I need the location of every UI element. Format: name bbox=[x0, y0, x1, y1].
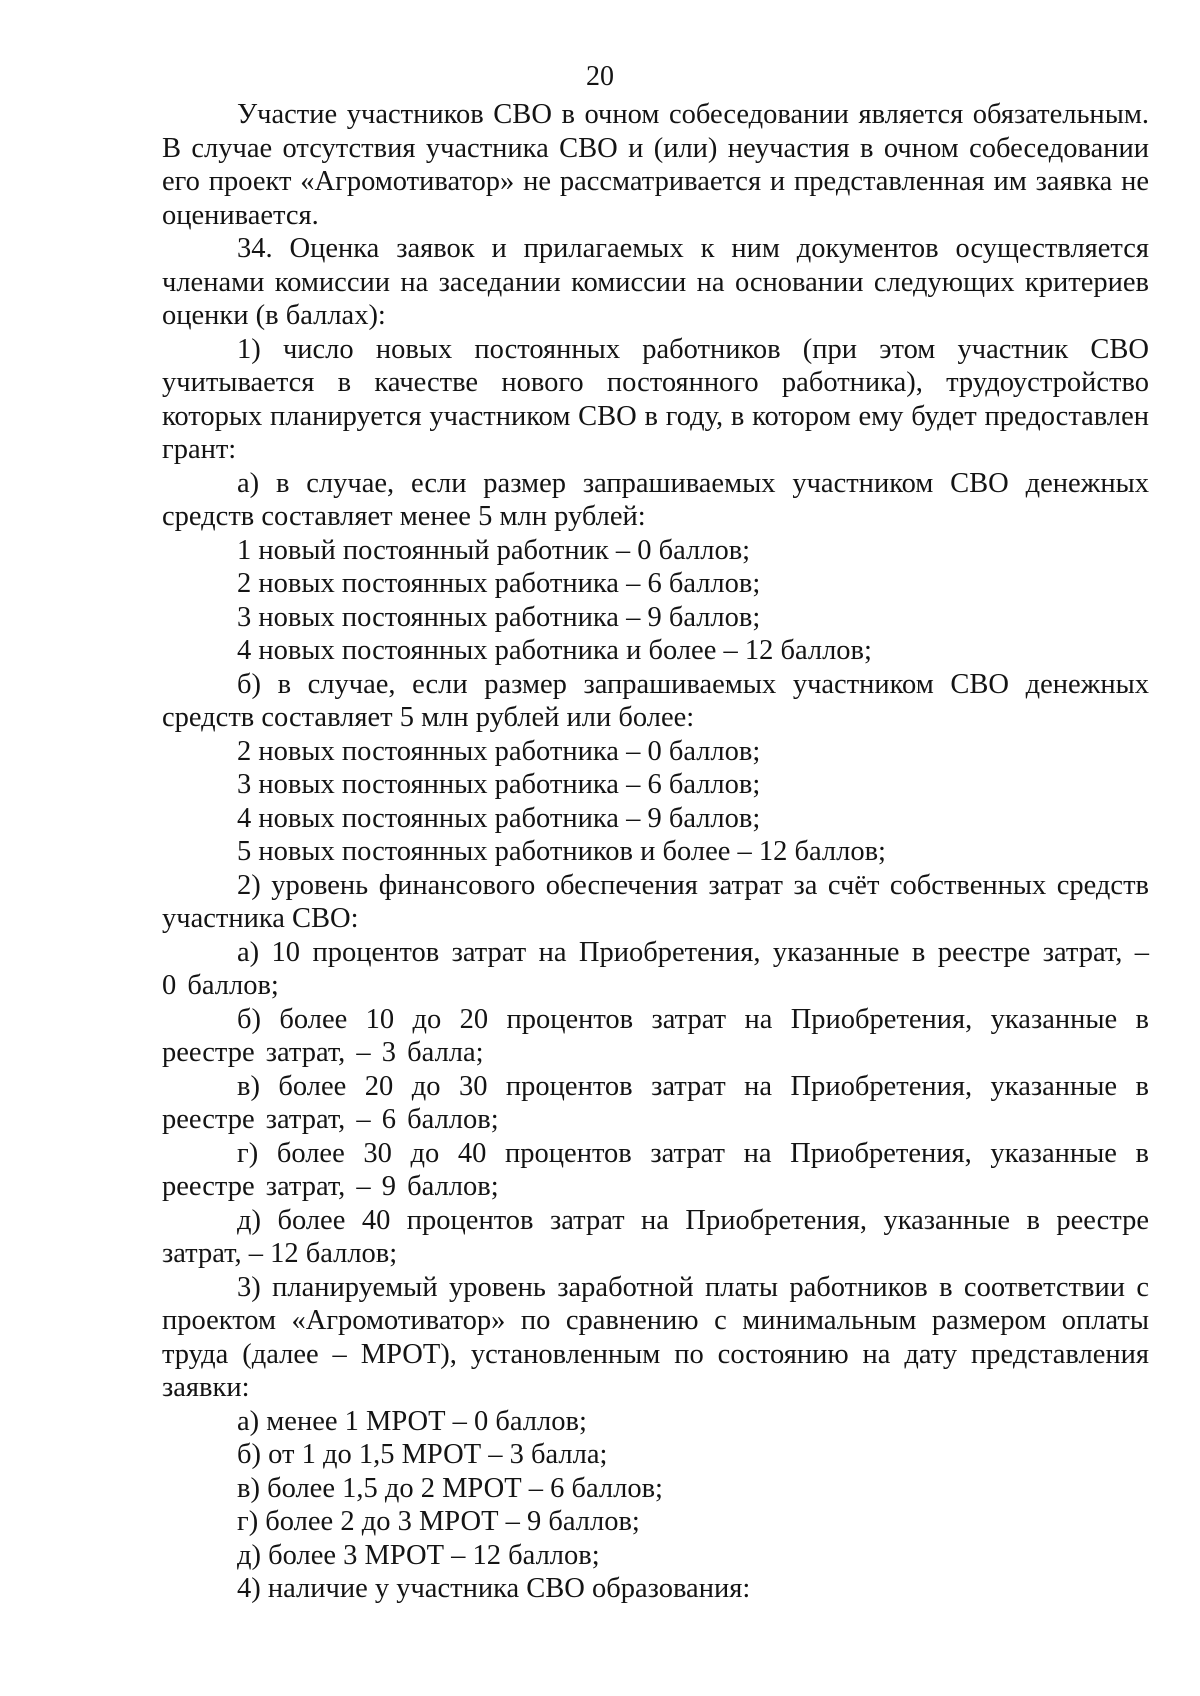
criterion-3-item: в) более 1,5 до 2 МРОТ – 6 баллов; bbox=[237, 1472, 663, 1504]
criterion-1a-item: 1 новый постоянный работник – 0 баллов; bbox=[237, 534, 751, 566]
criterion-1b-item: 4 новых постоянных работника – 9 баллов; bbox=[237, 802, 761, 834]
document-body bbox=[162, 98, 1149, 1606]
criterion-4-education: 4) наличие у участника СВО образования: bbox=[237, 1573, 751, 1604]
criterion-2-item: а) 10 процентов затрат на Приобретения, указанные в реестре затрат, – 0 баллов; bbox=[162, 936, 1149, 1001]
paragraph-34-evaluation: 34. Оценка заявок и прилагаемых к ним документов осуществляется членами комиссии на заседании комиссии на основании следующих критериев оценки (в баллах): bbox=[162, 233, 1149, 331]
criterion-2-item: б) более 10 до 20 процентов затрат на Приобретения, указанные в реестре затрат, – 3 балла; bbox=[162, 1003, 1149, 1068]
criterion-2-item: г) более 30 до 40 процентов затрат на Приобретения, указанные в реестре затрат, – 9 баллов; bbox=[162, 1137, 1149, 1202]
criterion-3-salary-level: 3) планируемый уровень заработной платы работников в соответствии с проектом «Агромотиватор» по сравнению с минимальным размером оплаты труда (далее – МРОТ), установленным по состоянию на дату представления заявки: bbox=[162, 1271, 1149, 1403]
criterion-1a-under-5m: а) в случае, если размер запрашиваемых участником СВО денежных средств составляет менее 5 млн рублей: bbox=[162, 467, 1149, 532]
criterion-1a-item: 4 новых постоянных работника и более – 12 баллов; bbox=[237, 635, 872, 666]
criterion-1b-item: 3 новых постоянных работника – 6 баллов; bbox=[237, 769, 761, 800]
criterion-1b-item: 5 новых постоянных работников и более – 12 баллов; bbox=[237, 836, 886, 867]
criterion-2-own-funds: 2) уровень финансового обеспечения затрат за счёт собственных средств участника СВО: bbox=[162, 869, 1149, 934]
criterion-1a-item: 3 новых постоянных работника – 9 баллов; bbox=[237, 601, 761, 633]
paragraph-interview-mandatory: Участие участников СВО в очном собеседовании является обязательным. В случае отсутствия участника СВО и (или) неучастия в очном собеседовании его проект «Агромотиватор» не рассматривается и представленная им заявка не оценивается. bbox=[162, 99, 1149, 231]
criterion-1b-over-5m: б) в случае, если размер запрашиваемых участником СВО денежных средств составляет 5 млн рублей или более: bbox=[162, 668, 1149, 733]
criterion-3-item: а) менее 1 МРОТ – 0 баллов; bbox=[237, 1405, 587, 1437]
criterion-1b-item: 2 новых постоянных работника – 0 баллов; bbox=[237, 735, 761, 767]
criterion-2-item: д) более 40 процентов затрат на Приобретения, указанные в реестре затрат, – 12 баллов; bbox=[162, 1204, 1149, 1269]
criterion-1-new-workers: 1) число новых постоянных работников (при этом участник СВО учитывается в качестве нового постоянного работника), трудоустройство которых планируется участником СВО в году, в котором ему будет предоставлен грант: bbox=[162, 333, 1149, 465]
criterion-3-item: д) более 3 МРОТ – 12 баллов; bbox=[237, 1539, 600, 1571]
criterion-3-item: б) от 1 до 1,5 МРОТ – 3 балла; bbox=[237, 1439, 608, 1470]
page-number: 20 bbox=[586, 61, 614, 92]
criterion-1a-item: 2 новых постоянных работника – 6 баллов; bbox=[237, 568, 761, 599]
criterion-3-item: г) более 2 до 3 МРОТ – 9 баллов; bbox=[237, 1506, 640, 1537]
criterion-2-item: в) более 20 до 30 процентов затрат на Приобретения, указанные в реестре затрат, – 6 баллов; bbox=[162, 1070, 1149, 1135]
